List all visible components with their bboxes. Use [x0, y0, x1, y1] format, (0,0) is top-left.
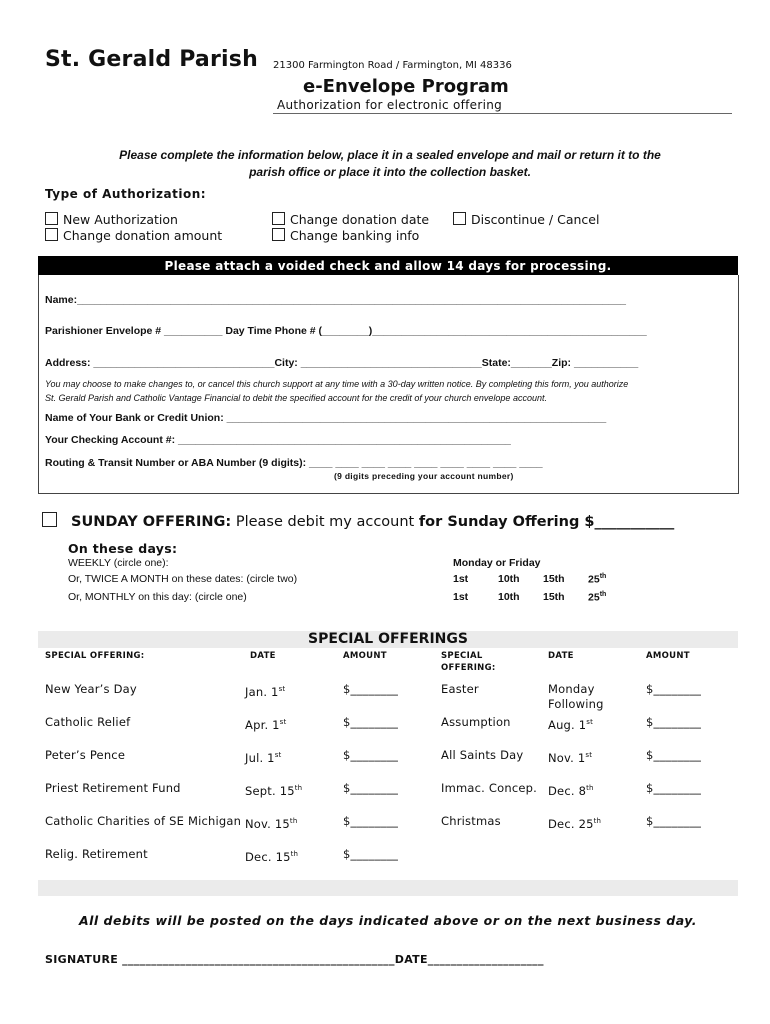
offering-date: Dec. 15th [245, 849, 299, 864]
checkbox[interactable] [272, 212, 285, 225]
authorization-heading: Type of Authorization: [45, 187, 207, 201]
offering-date: Jul. 1st [245, 750, 282, 765]
parish-address: 21300 Farmington Road / Farmington, MI 48336 [273, 60, 512, 71]
checkbox[interactable] [45, 212, 58, 225]
checkbox[interactable] [453, 212, 466, 225]
option-change-banking[interactable]: Change banking info [272, 228, 419, 243]
offering-name: Immac. Concep. [441, 781, 537, 795]
days-heading: On these days: [68, 541, 178, 556]
offering-amount-field[interactable]: $________ [646, 715, 702, 729]
option-change-amount[interactable]: Change donation amount [45, 228, 222, 243]
twice-monthly-label: Or, TWICE A MONTH on these dates: (circle two) [68, 573, 298, 585]
instructions [70, 147, 710, 181]
routing-number-field[interactable]: Routing & Transit Number or ABA Number (9 digits): ____ ____ ____ ____ ____ ____ ____ ____ ____ [45, 457, 543, 469]
offering-date: Nov. 15th [245, 816, 298, 831]
twice-1st[interactable]: 1st [453, 573, 469, 585]
twice-25th[interactable]: 25th [588, 573, 607, 586]
col-special-offering: SPECIAL OFFERING: [45, 651, 145, 661]
monthly-1st[interactable]: 1st [453, 591, 469, 603]
offering-date: Apr. 1st [245, 717, 287, 732]
header-divider [273, 113, 732, 114]
offering-date: Monday Following [548, 682, 604, 711]
weekly-choice[interactable]: Monday or Friday [453, 557, 541, 569]
signature-line[interactable]: SIGNATURE _______________________________________________DATE____________________ [45, 953, 544, 966]
sunday-offering-text: Please debit my account [235, 514, 415, 530]
offering-date: Dec. 8th [548, 783, 594, 798]
monthly-10th[interactable]: 10th [498, 591, 520, 603]
col-date: DATE [250, 651, 276, 661]
routing-note: (9 digits preceding your account number) [334, 471, 514, 481]
monthly-15th[interactable]: 15th [543, 591, 565, 603]
offering-date: Sept. 15th [245, 783, 303, 798]
sunday-offering-label: SUNDAY OFFERING: [71, 514, 232, 530]
offering-name: New Year’s Day [45, 682, 137, 696]
offering-amount-field[interactable]: $________ [343, 847, 399, 861]
monthly-25th[interactable]: 25th [588, 591, 607, 604]
twice-10th[interactable]: 10th [498, 573, 520, 585]
address-field[interactable]: Address: _______________________________City: _______________________________State:_______Zip: ___________ [45, 357, 639, 369]
program-subtitle: Authorization for electronic offering [277, 98, 503, 112]
option-discontinue[interactable]: Discontinue / Cancel [453, 212, 599, 227]
notice-line-1: You may choose to make changes to, or cancel this church support at any time with a 30-day written notice. By completing this form, you authorize [45, 379, 629, 389]
monthly-label: Or, MONTHLY on this day: (circle one) [68, 591, 247, 603]
col-date-2: DATE [548, 651, 574, 661]
offering-name: Catholic Relief [45, 715, 131, 729]
instructions-line-1: Please complete the information below, place it in a sealed envelope and mail or return it to the [119, 148, 661, 162]
checkbox[interactable] [272, 228, 285, 241]
special-offerings-heading: SPECIAL OFFERINGS [308, 631, 468, 647]
offering-name: Relig. Retirement [45, 847, 148, 861]
offering-amount-field[interactable]: $________ [646, 682, 702, 696]
parish-name: St. Gerald Parish [45, 47, 258, 72]
offering-amount-field[interactable]: $________ [343, 715, 399, 729]
bank-name-field[interactable]: Name of Your Bank or Credit Union: _________________________________________________________________ [45, 412, 607, 424]
col-amount-2: AMOUNT [646, 651, 690, 661]
offering-amount-field[interactable]: $________ [343, 814, 399, 828]
offering-amount-field[interactable]: $________ [646, 781, 702, 795]
offering-amount-field[interactable]: $________ [343, 781, 399, 795]
debits-note: All debits will be posted on the days indicated above or on the next business day. [78, 913, 698, 928]
offering-name: Christmas [441, 814, 501, 828]
offering-date: Nov. 1st [548, 750, 593, 765]
offering-amount-field[interactable]: $________ [646, 748, 702, 762]
notice-line-2: St. Gerald Parish and Catholic Vantage Financial to debit the specified account for the credit of your church envelope account. [45, 393, 547, 403]
checkbox[interactable] [45, 228, 58, 241]
instructions-line-2: parish office or place it into the collection basket. [249, 165, 531, 179]
offering-date: Dec. 25th [548, 816, 602, 831]
program-title: e-Envelope Program [303, 76, 509, 97]
offering-name: Assumption [441, 715, 511, 729]
sunday-offering-checkbox[interactable] [42, 512, 57, 527]
voided-check-banner: Please attach a voided check and allow 14 days for processing. [38, 256, 738, 275]
checking-account-field[interactable]: Your Checking Account #: _________________________________________________________ [45, 434, 511, 446]
bottom-band [38, 880, 738, 896]
offering-name: Catholic Charities of SE Michigan [45, 814, 242, 828]
offering-name: All Saints Day [441, 748, 524, 762]
option-change-date[interactable]: Change donation date [272, 212, 429, 227]
col-special-offering-2: SPECIAL OFFERING: [441, 651, 496, 673]
envelope-phone-field[interactable]: Parishioner Envelope # __________ Day Time Phone # (________)_______________________________________________ [45, 325, 647, 337]
twice-15th[interactable]: 15th [543, 573, 565, 585]
offering-date: Aug. 1st [548, 717, 594, 732]
offering-amount-field[interactable]: $________ [343, 748, 399, 762]
name-field[interactable]: Name:______________________________________________________________________________________________ [45, 294, 627, 306]
sunday-offering-row [42, 512, 674, 530]
sunday-offering-amount[interactable]: for Sunday Offering $___________ [418, 514, 675, 530]
offering-name: Priest Retirement Fund [45, 781, 181, 795]
offering-name: Easter [441, 682, 479, 696]
option-new-authorization[interactable]: New Authorization [45, 212, 178, 227]
offering-name: Peter’s Pence [45, 748, 126, 762]
offering-date: Jan. 1st [245, 684, 286, 699]
offering-amount-field[interactable]: $________ [646, 814, 702, 828]
col-amount: AMOUNT [343, 651, 387, 661]
offering-amount-field[interactable]: $________ [343, 682, 399, 696]
weekly-label: WEEKLY (circle one): [68, 557, 169, 569]
